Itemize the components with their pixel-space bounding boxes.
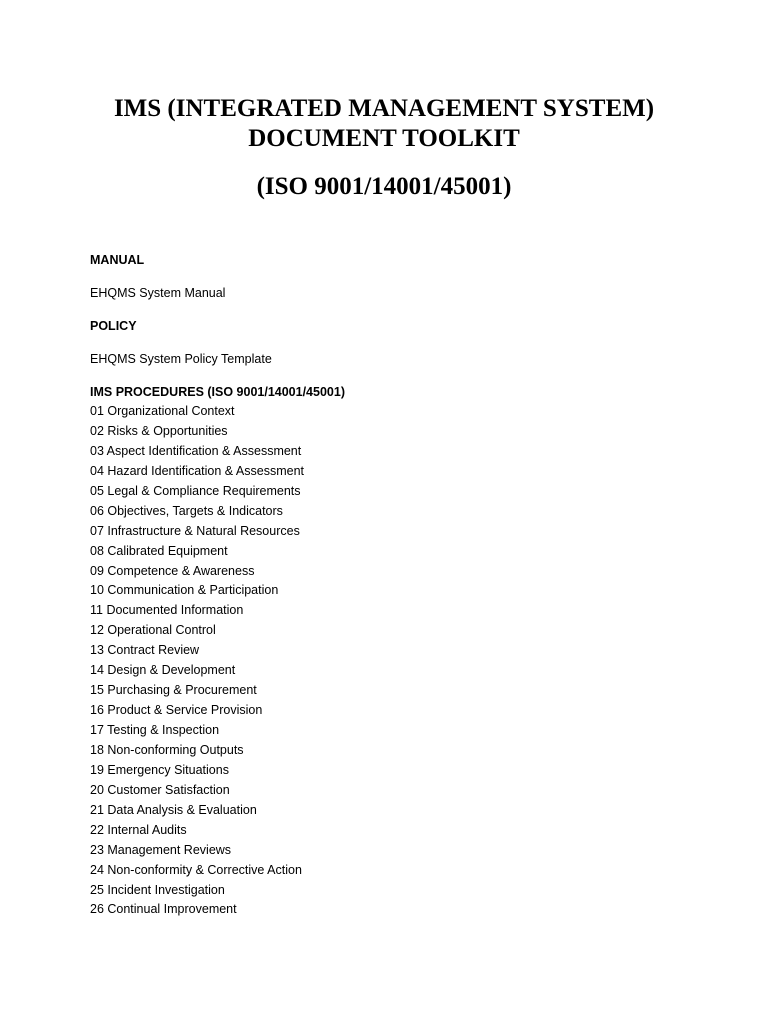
- title-line: DOCUMENT TOOLKIT: [248, 125, 520, 152]
- procedure-item: 22 Internal Audits: [90, 822, 187, 837]
- procedure-item: 11 Documented Information: [90, 603, 244, 618]
- policy-item: EHQMS System Policy Template: [90, 352, 272, 366]
- procedure-item: 24 Non-conformity & Corrective Action: [90, 862, 302, 877]
- title-line: IMS (INTEGRATED MANAGEMENT SYSTEM): [113, 95, 655, 122]
- procedure-item: 01 Organizational Context: [90, 404, 235, 418]
- procedures-list: [90, 402, 345, 920]
- procedure-item: 17 Testing & Inspection: [90, 723, 220, 737]
- procedure-item: 14 Design & Development: [90, 663, 236, 678]
- procedure-item: 07 Infrastructure & Natural Resources: [90, 523, 300, 538]
- procedure-item: 06 Objectives, Targets & Indicators: [90, 503, 283, 518]
- policy-heading: POLICY: [90, 319, 137, 333]
- procedures-section: [90, 382, 345, 920]
- procedure-item: 12 Operational Control: [90, 623, 216, 638]
- procedure-item: 13 Contract Review: [90, 643, 200, 658]
- procedure-item: 23 Management Reviews: [90, 842, 232, 857]
- procedure-item: 18 Non-conforming Outputs: [90, 742, 244, 757]
- procedure-item: 05 Legal & Compliance Requirements: [90, 483, 301, 498]
- procedure-item: 21 Data Analysis & Evaluation: [90, 802, 257, 817]
- procedure-item: 16 Product & Service Provision: [90, 703, 263, 718]
- procedure-item: 19 Emergency Situations: [90, 762, 229, 777]
- procedure-item: 26 Continual Improvement: [90, 902, 237, 917]
- procedure-item: 08 Calibrated Equipment: [90, 543, 228, 558]
- procedure-item: 09 Competence & Awareness: [90, 563, 255, 578]
- manual-heading: MANUAL: [90, 253, 145, 267]
- document-subtitle: (ISO 9001/14001/45001): [256, 173, 512, 200]
- procedures-heading: IMS PROCEDURES (ISO 9001/14001/45001): [90, 385, 345, 399]
- document-title: [0, 94, 768, 154]
- procedure-item: 25 Incident Investigation: [90, 882, 225, 897]
- procedure-item: 02 Risks & Opportunities: [90, 423, 228, 438]
- procedure-item: 03 Aspect Identification & Assessment: [90, 443, 302, 458]
- procedure-item: 04 Hazard Identification & Assessment: [90, 463, 305, 478]
- procedure-item: 15 Purchasing & Procurement: [90, 683, 257, 698]
- procedure-item: 10 Communication & Participation: [90, 583, 279, 598]
- manual-item: EHQMS System Manual: [90, 286, 226, 300]
- procedure-item: 20 Customer Satisfaction: [90, 782, 230, 797]
